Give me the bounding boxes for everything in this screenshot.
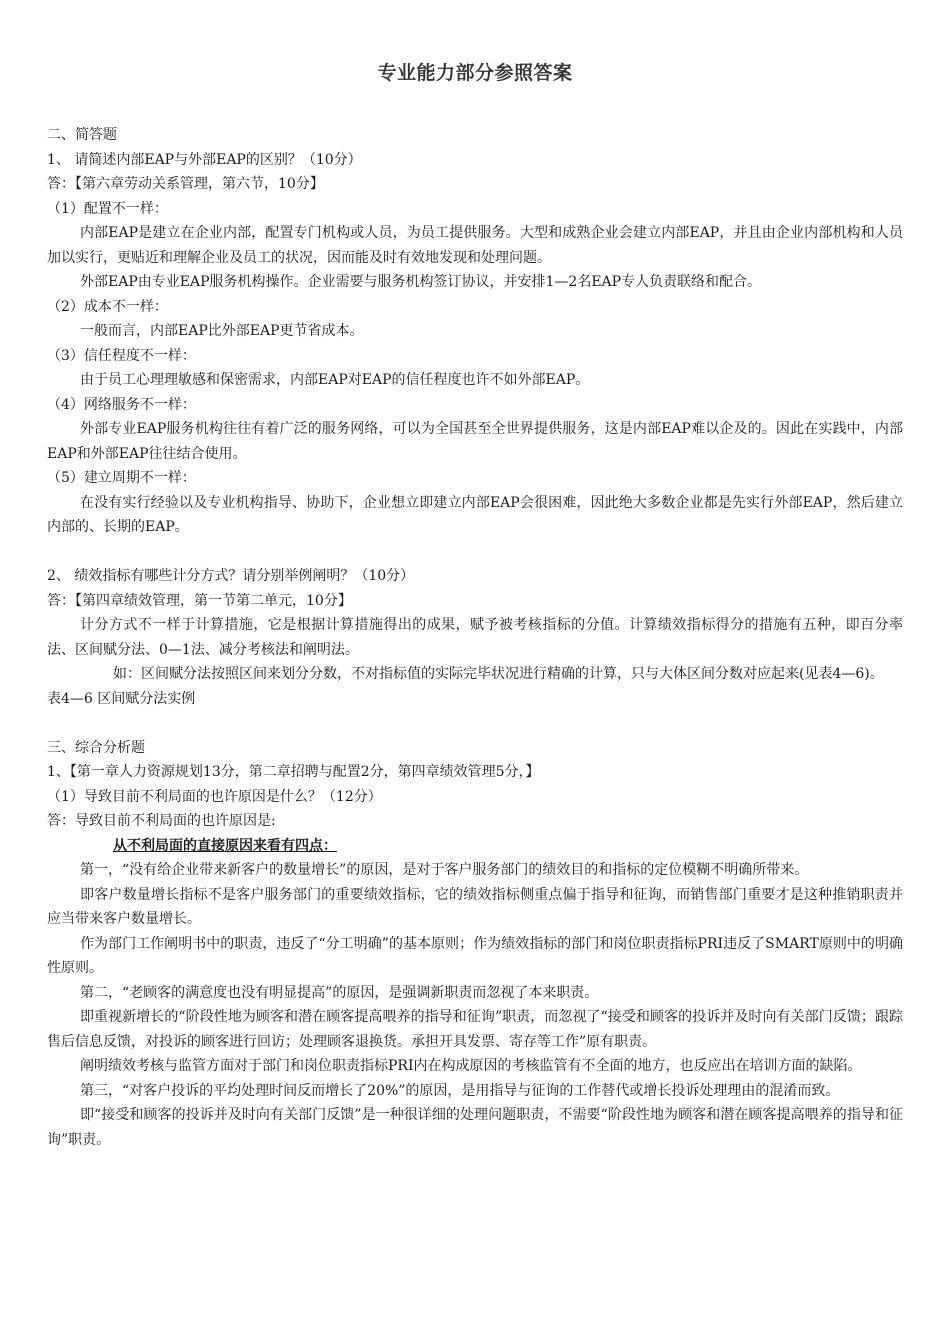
case-1-para-3: 作为部门工作阐明书中的职责，违反了“分工明确”的基本原则；作为绩效指标的部门和岗位职责指标PRI违反了SMART原则中的明确性原则。	[47, 935, 903, 976]
case-1-para-8: 即“接受和顾客的投诉并及时向有关部门反馈”是一种很详细的处理问题职责，不需要“阶段性地为顾客和潜在顾客提高喂养的指导和征询”职责。	[47, 1107, 903, 1148]
answer-2-text-b: 如：区间赋分法按照区间来划分分数，不对指标值的实际完毕状况进行精确的计算，只与大体区间分数对应起来(见表4—6)。	[113, 666, 884, 682]
answer-2-text-a: 计分方式不一样于计算措施，它是根据计算措施得出的成果，赋予被考核指标的分值。计算绩效指标得分的措施有五种，即百分率法、区间赋分法、0—1法、减分考核法和阐明法。	[47, 617, 903, 658]
spacer	[47, 711, 903, 736]
table-caption: 表4—6 区间赋分法实例	[47, 690, 196, 707]
case-1-para-2: 即客户数量增长指标不是客户服务部门的重要绩效指标，它的绩效指标侧重点偏于指导和征询，而销售部门重要才是这种推销职责并应当带来客户数量增长。	[47, 886, 903, 927]
question-2: 2、 绩效指标有哪些计分方式？请分别举例阐明？（10分）	[47, 568, 415, 584]
point-1-text-b: 外部EAP由专业EAP服务机构操作。企业需要与服务机构签订协议，并安排1—2名EAP专人负责联络和配合。	[80, 274, 762, 290]
section-heading-short-answer: 二、简答题	[47, 127, 117, 143]
case-1-para-5: 即重视新增长的“阶段性地为顾客和潜在顾客提高喂养的指导和征询”职责，而忽视了“接受和顾客的投诉并及时向有关部门反馈；跟踪售后信息反馈，对投诉的顾客进行回访；处理顾客退换货。承担开具发票、寄存等工作”原有职责。	[47, 1009, 903, 1050]
case-1-heading: 1、【第一章人力资源规划13分，第二章招聘与配置2分，第四章绩效管理5分，】	[47, 764, 540, 780]
point-3-heading: （3）信任程度不一样：	[47, 347, 196, 364]
section-heading-analysis: 三、综合分析题	[47, 739, 145, 756]
point-4-heading: （4）网络服务不一样：	[47, 396, 196, 413]
spacer	[47, 540, 903, 565]
document-page	[47, 58, 903, 1152]
point-5-text: 在没有实行经验以及专业机构指导、协助下，企业想立即建立内部EAP会很困难，因此绝大多数企业都是先实行外部EAP，然后建立内部的、长期的EAP。	[47, 494, 903, 535]
point-5-heading: （5）建立周期不一样：	[47, 470, 196, 486]
point-3-text: 由于员工心理理敏感和保密需求，内部EAP对EAP的信任程度也许不如外部EAP。	[80, 372, 590, 388]
case-1-subheading	[47, 834, 903, 859]
case-1-subheading-text: 从不利局面的直接原因来看有四点：	[113, 837, 337, 854]
case-1-para-6: 阐明绩效考核与监管方面对于部门和岗位职责指标PRI内在构成原因的考核监管有不全面的地方，也反应出在培训方面的缺陷。	[80, 1058, 862, 1074]
point-2-text: 一般而言，内部EAP比外部EAP更节省成本。	[80, 323, 364, 339]
case-1-para-4: 第二，“老顾客的满意度也没有明显提高”的原因，是强调新职责而忽视了本来职责。	[80, 984, 599, 1001]
point-2-heading: （2）成本不一样：	[47, 298, 168, 315]
answer-1-source: 答：【第六章劳动关系管理，第六节，10分】	[47, 176, 324, 192]
question-1: 1、 请简述内部EAP与外部EAP的区别？（10分）	[47, 151, 362, 168]
answer-2-source: 答：【第四章绩效管理，第一节第二单元，10分】	[47, 592, 352, 609]
case-1-para-1: 第一，“没有给企业带来新客户的数量增长”的原因，是对于客户服务部门的绩效目的和指标的定位模糊不明确所带来。	[80, 862, 809, 878]
point-4-text: 外部专业EAP服务机构往往有着广泛的服务网络，可以为全国甚至全世界提供服务，这是内部EAP难以企及的。因此在实践中，内部EAP和外部EAP往往结合使用。	[47, 421, 903, 462]
point-1-heading: （1）配置不一样：	[47, 200, 168, 217]
case-1-para-7: 第三，“对客户投诉的平均处理时间反而增长了20%”的原因，是用指导与征询的工作替代或增长投诉处理理由的混淆而致。	[80, 1082, 840, 1099]
case-1-question: （1）导致目前不利局面的也许原因是什么？（12分）	[47, 788, 382, 805]
point-1-text-a: 内部EAP是建立在企业内部，配置专门机构或人员，为员工提供服务。大型和成熟企业会建立内部EAP，并且由企业内部机构和人员加以实行，更贴近和理解企业及员工的状况，因而能及时有效地发现和处理问题。	[47, 225, 903, 266]
case-1-answer-intro: 答：导致目前不利局面的也许原因是:	[47, 813, 276, 829]
document-title: 专业能力部分参照答案	[377, 62, 573, 84]
